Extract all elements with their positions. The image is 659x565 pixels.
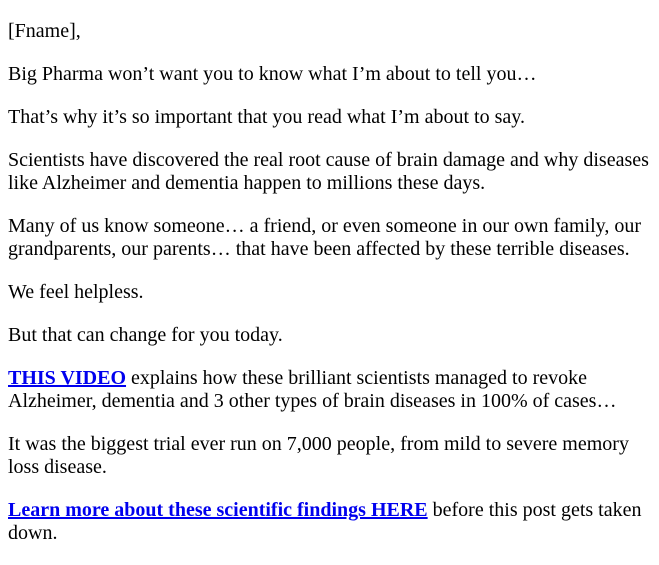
greeting-text: [Fname], <box>8 20 81 42</box>
paragraph-text: Scientists have discovered the real root cause of brain damage and why diseases like Alzheimer and dementia happen to millions these days. <box>8 149 649 194</box>
paragraph-know-someone <box>8 215 651 261</box>
learn-more-link[interactable]: Learn more about these scientific findings HERE <box>8 499 428 521</box>
paragraph-change-today <box>8 324 651 347</box>
paragraph-biggest-trial <box>8 433 651 479</box>
paragraph-text: Big Pharma won’t want you to know what I’m about to tell you… <box>8 63 537 85</box>
paragraph-scientists-discovered <box>8 149 651 195</box>
paragraph-big-pharma <box>8 63 651 86</box>
paragraph-text: before this post gets taken down. <box>8 499 642 544</box>
paragraph-text: It was the biggest trial ever run on 7,000 people, from mild to severe memory loss disease. <box>8 433 629 478</box>
paragraph-text: That’s why it’s so important that you read what I’m about to say. <box>8 106 525 128</box>
paragraph-text: We feel helpless. <box>8 281 144 303</box>
paragraph-text: But that can change for you today. <box>8 324 283 346</box>
paragraph-learn-more <box>8 499 651 545</box>
this-video-link[interactable]: THIS VIDEO <box>8 367 127 389</box>
email-body <box>8 20 651 545</box>
paragraph-greeting <box>8 20 651 43</box>
paragraph-text: Many of us know someone… a friend, or even someone in our own family, our grandparents, our parents… that have been affected by these terrible diseases. <box>8 215 642 260</box>
paragraph-text: explains how these brilliant scientists managed to revoke Alzheimer, dementia and 3 other types of brain diseases in 100% of cases… <box>8 367 617 412</box>
paragraph-this-video <box>8 367 651 413</box>
paragraph-why-important <box>8 106 651 129</box>
paragraph-helpless <box>8 281 651 304</box>
